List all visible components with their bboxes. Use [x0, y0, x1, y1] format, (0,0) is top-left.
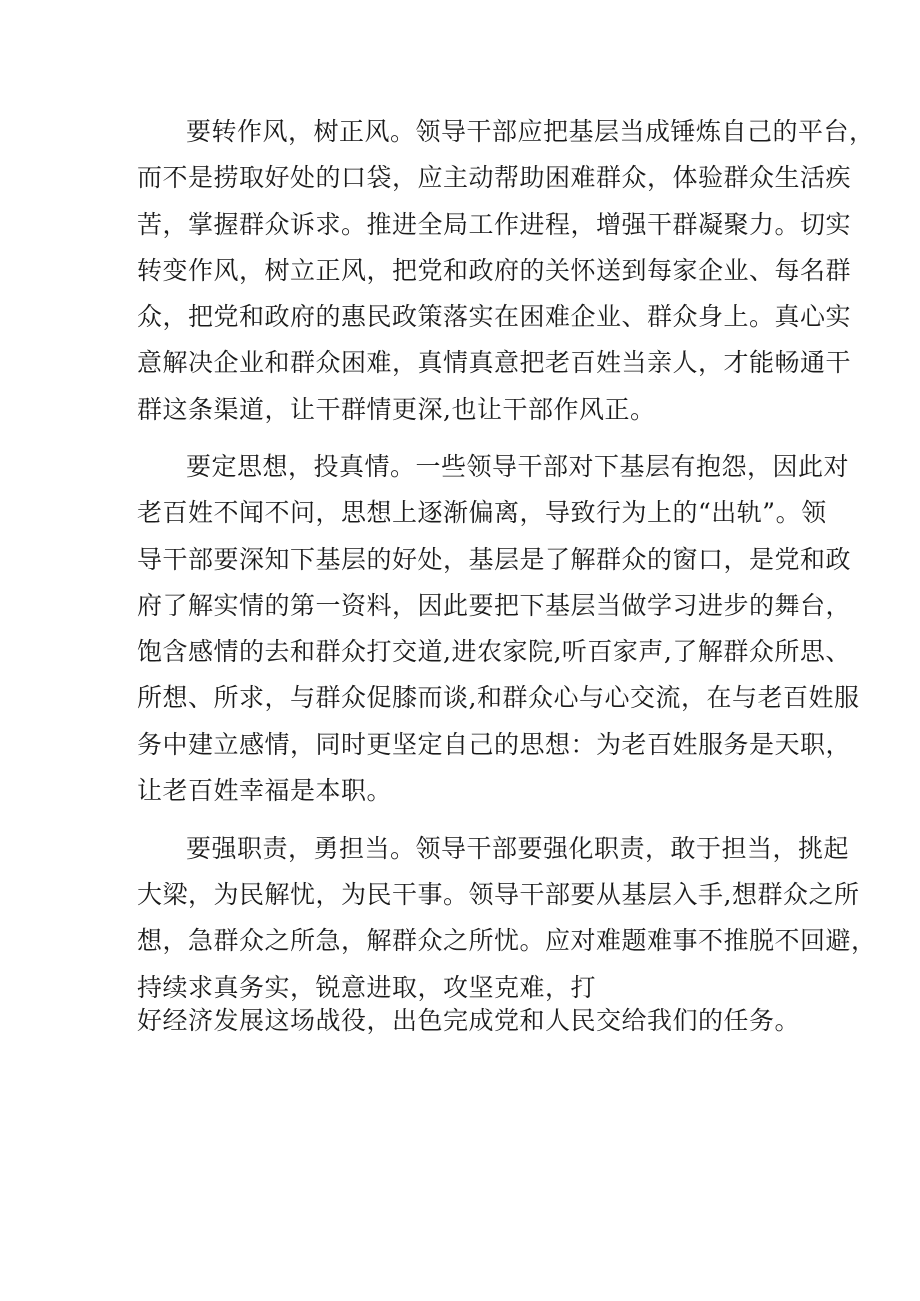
text-line: 要转作风，树正风。领导干部应把基层当成锤炼自己的平台， [186, 117, 875, 146]
text-line: 而不是捞取好处的口袋，应主动帮助困难群众，体验群众生活疾 [137, 163, 852, 192]
text-line: 大梁，为民解忧，为民干事。领导干部要从基层入手,想群众之所 [137, 880, 860, 909]
text-line: 要强职责，勇担当。领导干部要强化职责，敢于担当，挑起 [186, 834, 850, 863]
text-line: 众，把党和政府的惠民政策落实在困难企业、群众身上。真心实 [137, 302, 852, 331]
text-line: 所想、所求，与群众促膝而谈,和群众心与心交流，在与老百姓服 [137, 683, 860, 712]
text-line: 好经济发展这场战役，出色完成党和人民交给我们的任务。 [137, 1006, 801, 1035]
text-line: 想，急群众之所急，解群众之所忧。应对难题难事不推脱不回避， [137, 926, 877, 955]
text-line: 群这条渠道，让干群情更深,也让干部作风正。 [137, 395, 656, 424]
text-line: 转变作风，树立正风，把党和政府的关怀送到每家企业、每名群 [137, 256, 852, 285]
text-line: 务中建立感情，同时更坚定自己的思想：为老百姓服务是天职， [137, 730, 852, 759]
text-line: 老百姓不闻不问，思想上逐渐偏离，导致行为上的“出轨”。领 [137, 498, 827, 527]
text-line: 持续求真务实，锐意进取，攻坚克难，打 [137, 973, 597, 1002]
text-line: 府了解实情的第一资料，因此要把下基层当做学习进步的舞台， [137, 591, 852, 620]
text-line: 意解决企业和群众困难，真情真意把老百姓当亲人，才能畅通干 [137, 348, 852, 377]
text-line: 苦，掌握群众诉求。推进全局工作进程，增强干群凝聚力。切实 [137, 210, 852, 239]
text-line: 饱含感情的去和群众打交道,进农家院,听百家声,了解群众所思、 [137, 637, 851, 666]
text-line: 要定思想，投真情。一些领导干部对下基层有抱怨，因此对 [186, 452, 850, 481]
text-line: 导干部要深知下基层的好处，基层是了解群众的窗口，是党和政 [137, 545, 852, 574]
text-line: 让老百姓幸福是本职。 [137, 776, 393, 805]
